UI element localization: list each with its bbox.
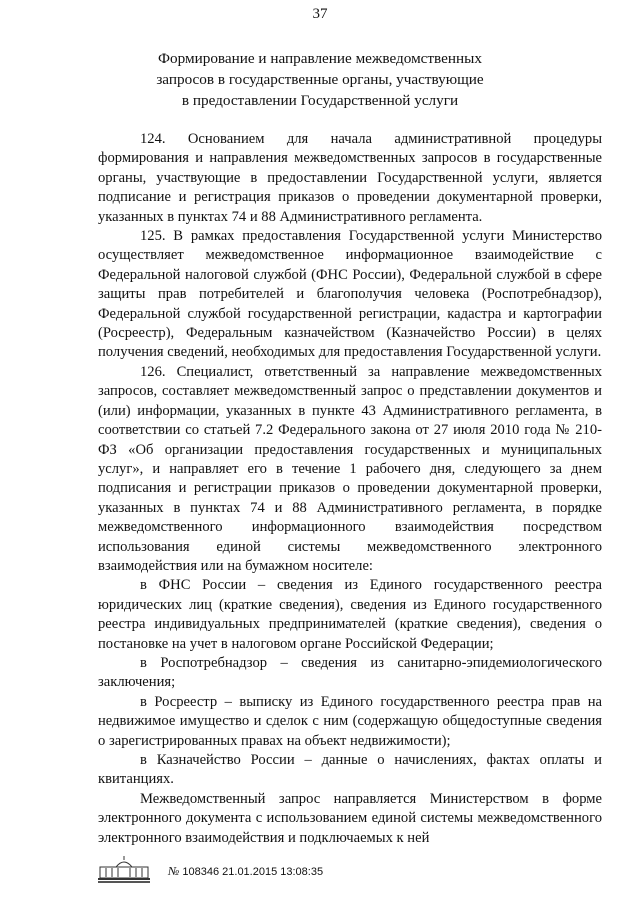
body-text: [98, 130, 602, 848]
page-number: 37: [312, 6, 328, 22]
paragraph-rosreestr: в Росреестр – выписку из Единого государственного реестра прав на недвижимое имущество и сделок с ним (содержащую общедоступные сведения о зарегистрированных правах на объект недвижимости);: [98, 693, 602, 749]
section-heading: [120, 48, 520, 111]
paragraph-request-form: Межведомственный запрос направляется Министерством в форме электронного документа с использованием единой системы межведомственного электронного взаимодействия и подключаемых к ней: [98, 790, 602, 846]
heading-line: в предоставлении Государственной услуги: [181, 92, 459, 109]
paragraph-124: 124. Основанием для начала административной процедуры формирования и направления межведомственных запросов в государственные органы, участвующие в предоставлении Государственной услуги, является подписание и регистрация приказов о проведении документарной проверки, указанных в пунктах 74 и 88 Административного регламента.: [98, 131, 602, 225]
registration-stamp: [168, 865, 323, 884]
paragraph-126: 126. Специалист, ответственный за направление межведомственных запросов, составляет межведомственный запрос о представлении документов и (или) информации, указанных в пункте 43 Административного регламента, в соответствии со статьей 7.2 Федерального закона от 27 июля 2010 года № 210-ФЗ «Об организации предоставления государственных и муниципальных услуг», и направляет его в течение 1 рабочего дня, следующего за днем подписания и регистрации приказов о проведении документарной проверки, указанных в пунктах 74 и 88 Административного регламента, в порядке межведомственного информационного взаимодействия посредством использования единой системы межведомственного электронного взаимодействия или на бумажном носителе:: [98, 363, 602, 574]
number-sign: №: [168, 864, 180, 878]
paragraph-treasury: в Казначейство России – данные о начислениях, фактах оплаты и квитанциях.: [98, 752, 602, 788]
heading-line: Формирование и направление межведомственных: [158, 50, 482, 67]
paragraph-fns: в ФНС России – сведения из Единого государственного реестра юридических лиц (краткие сведения), сведения из Единого государственного реестра индивидуальных предпринимателей (краткие сведения), сведения о постановке на учет в налоговом органе Российской Федерации;: [98, 577, 602, 652]
government-building-logo-icon: [94, 854, 154, 884]
document-footer: [94, 854, 323, 884]
registration-number-date: 108346 21.01.2015 13:08:35: [182, 866, 324, 878]
paragraph-rospotrebnadzor: в Роспотребнадзор – сведения из санитарно-эпидемиологического заключения;: [98, 654, 602, 691]
heading-line: запросов в государственные органы, участвующие: [156, 71, 484, 88]
paragraph-125: 125. В рамках предоставления Государственной услуги Министерство осуществляет межведомственное информационное взаимодействие с Федеральной налоговой службой (ФНС России), Федеральной службой в сфере защиты прав потребителей и благополучия человека (Роспотребнадзор), Федеральной службой государственной регистрации, кадастра и картографии (Росреестр), Федеральным казначейством (Казначейство России) в целях получения сведений, необходимых для предоставления Государственной услуги.: [98, 228, 602, 361]
